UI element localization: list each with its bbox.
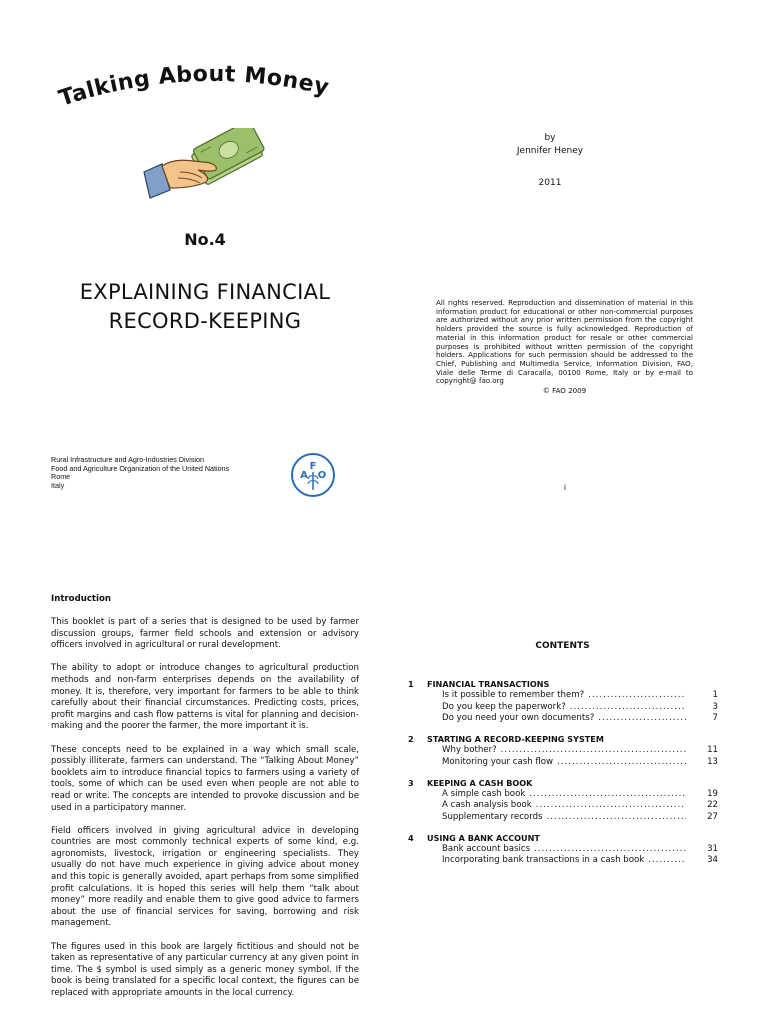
toc-section-label: KEEPING A CASH BOOK (427, 777, 533, 788)
toc-entry-page: 1 (712, 690, 718, 700)
toc-entry-page: 34 (707, 855, 718, 866)
toc-entry-page: 27 (707, 811, 718, 822)
toc-entry (408, 713, 718, 725)
intro-paragraph: These concepts need to be explained in a way which small scale, possibly illiterate, farmers can understand. The “Talking About Money” booklets aim to introduce financial topics to farmers using a variety of tools, some of which can be used even when people are not able to read or write. The concepts are intended to provoke discussion and be used in a participatory manner. (51, 744, 359, 813)
toc-section-label: FINANCIAL TRANSACTIONS (427, 679, 550, 689)
toc-leader-dots (648, 855, 686, 867)
toc-section-title (408, 832, 718, 844)
toc-leader-dots (501, 745, 686, 757)
issue-number: No.4 (184, 230, 226, 249)
toc-section (408, 777, 718, 824)
toc-entry-label: Do you keep the paperwork? (442, 701, 566, 712)
intro-paragraph: This booklet is part of a series that is designed to be used by farmer discussion groups, farmer field schools and extension or advisory officers involved in agricultural or rural development. (51, 617, 359, 651)
toc-section-label: STARTING A RECORD-KEEPING SYSTEM (427, 734, 604, 745)
toc-entry (408, 812, 718, 824)
intro-paragraph: The ability to adopt or introduce changes to agricultural production methods and non-farm enterprises depends on the availability of money. It is, therefore, very important for farmers to be able to think carefully about their financial circumstances. Predicting costs, prices, profit margins and cash flow patterns is vital for planning and decision-making and the poorer the farmer, the more important it is. (51, 663, 359, 732)
toc-section (408, 733, 718, 768)
publication-year: 2011 (538, 178, 562, 188)
toc-leader-dots (557, 757, 686, 769)
toc-entry (408, 789, 718, 801)
toc-section-number: 2 (408, 734, 414, 745)
booklet-title-line2: RECORD-KEEPING (108, 309, 302, 333)
toc-section-title (408, 777, 718, 789)
toc-entry-page: 7 (712, 713, 718, 723)
toc-section (408, 832, 718, 867)
toc-entry (408, 702, 718, 714)
series-title-text: Talking About Money (56, 61, 332, 112)
toc-entry-label: A simple cash book (442, 788, 526, 799)
toc-entry-label: Supplementary records (442, 811, 543, 822)
booklet-title-line1: EXPLAINING FINANCIAL (79, 280, 331, 304)
publisher-line: Rome (51, 472, 71, 482)
toc-section (408, 678, 718, 725)
intro-heading: Introduction (51, 594, 112, 604)
publisher-line: Food and Agriculture Organization of the United Nations (51, 463, 230, 473)
toc-entry (408, 745, 718, 757)
toc-entry (408, 844, 718, 856)
hand-holding-cash-icon (140, 128, 268, 204)
toc-section-number: 3 (408, 777, 414, 788)
svg-text:Talking About Money (56, 62, 331, 112)
toc-entry-page: 3 (712, 701, 718, 712)
booklet-title (40, 278, 370, 336)
series-title (58, 62, 358, 112)
toc-entry-label: A cash analysis book (442, 800, 532, 811)
toc-entry-page: 31 (707, 843, 718, 854)
toc-entry-label: Is it possible to remember them? (442, 690, 585, 700)
toc-entry-label: Incorporating bank transactions in a cash book (442, 855, 645, 866)
toc-entry-label: Monitoring your cash flow (442, 756, 554, 767)
author-name: Jennifer Heney (516, 146, 584, 156)
toc-entry (408, 855, 718, 867)
toc-section-number: 4 (408, 832, 414, 843)
intro-body (51, 617, 359, 1011)
toc-leader-dots (534, 844, 686, 856)
toc-section-label: USING A BANK ACCOUNT (427, 832, 540, 843)
page-number: i (563, 483, 567, 492)
toc-entry-page: 11 (707, 745, 718, 756)
toc-section-title (408, 733, 718, 745)
fao-logo-icon (290, 452, 336, 498)
publisher-address (51, 456, 291, 490)
copyright-notice: © FAO 2009 (542, 386, 587, 395)
toc-leader-dots (529, 789, 686, 801)
toc-entry (408, 690, 718, 702)
table-of-contents (408, 678, 718, 875)
toc-entry-label: Why bother? (442, 745, 497, 756)
toc-entry-page: 19 (707, 788, 718, 799)
toc-entry (408, 800, 718, 812)
intro-paragraph: The figures used in this book are largely fictitious and should not be taken as representative of any particular currency at any given point in time. The $ symbol is used simply as a generic money symbol. If the book is being translated for a specific local context, the figures can be replaced with appropriate amounts in the local currency. (51, 941, 359, 998)
publisher-line: Italy (51, 480, 65, 490)
intro-paragraph: Field officers involved in giving agricultural advice in developing countries are most commonly technical experts of some kind, e.g. agronomists, livestock, irrigation or engineering specialists. They usually do not have much experience in giving advice about money and this topic is generally avoided, apart perhaps from some simplified profit calculations. It is hoped this series will help them “talk about money” more readily and enable them to give good advice to farmers about the use of financial services for saving, borrowing and risk management. (51, 825, 359, 929)
svg-text:O: O (317, 470, 327, 481)
toc-leader-dots (598, 713, 686, 725)
rights-notice: All rights reserved. Reproduction and dissemination of material in this information product for educational or other non-commercial purposes are authorized without any prior written permission from the copyright holders provided the source is fully acknowledged. Reproduction of material in this information product for resale or other commercial purposes is prohibited without written permission of the copyright holders. Applications for such permission should be addressed to the Chief, Publishing and Multimedia Service, Information Division, FAO, Viale delle Terme di Caracalla, 00100 Rome, Italy or by e-mail to copyright@ fao.org (436, 298, 693, 386)
svg-text:A: A (300, 470, 308, 481)
toc-entry (408, 757, 718, 769)
toc-entry-page: 13 (707, 756, 718, 767)
toc-leader-dots (570, 702, 686, 714)
svg-text:F: F (309, 461, 317, 472)
toc-section-number: 1 (408, 679, 414, 689)
toc-leader-dots (588, 690, 686, 702)
toc-leader-dots (536, 800, 686, 812)
toc-section-title (408, 678, 718, 690)
contents-heading: CONTENTS (535, 641, 590, 651)
by-label: by (544, 133, 556, 143)
toc-entry-label: Bank account basics (442, 843, 531, 854)
toc-entry-label: Do you need your own documents? (442, 713, 595, 723)
publisher-line: Rural Infrastructure and Agro-Industries Division (51, 455, 205, 464)
toc-entry-page: 22 (707, 800, 718, 811)
toc-leader-dots (547, 812, 686, 824)
